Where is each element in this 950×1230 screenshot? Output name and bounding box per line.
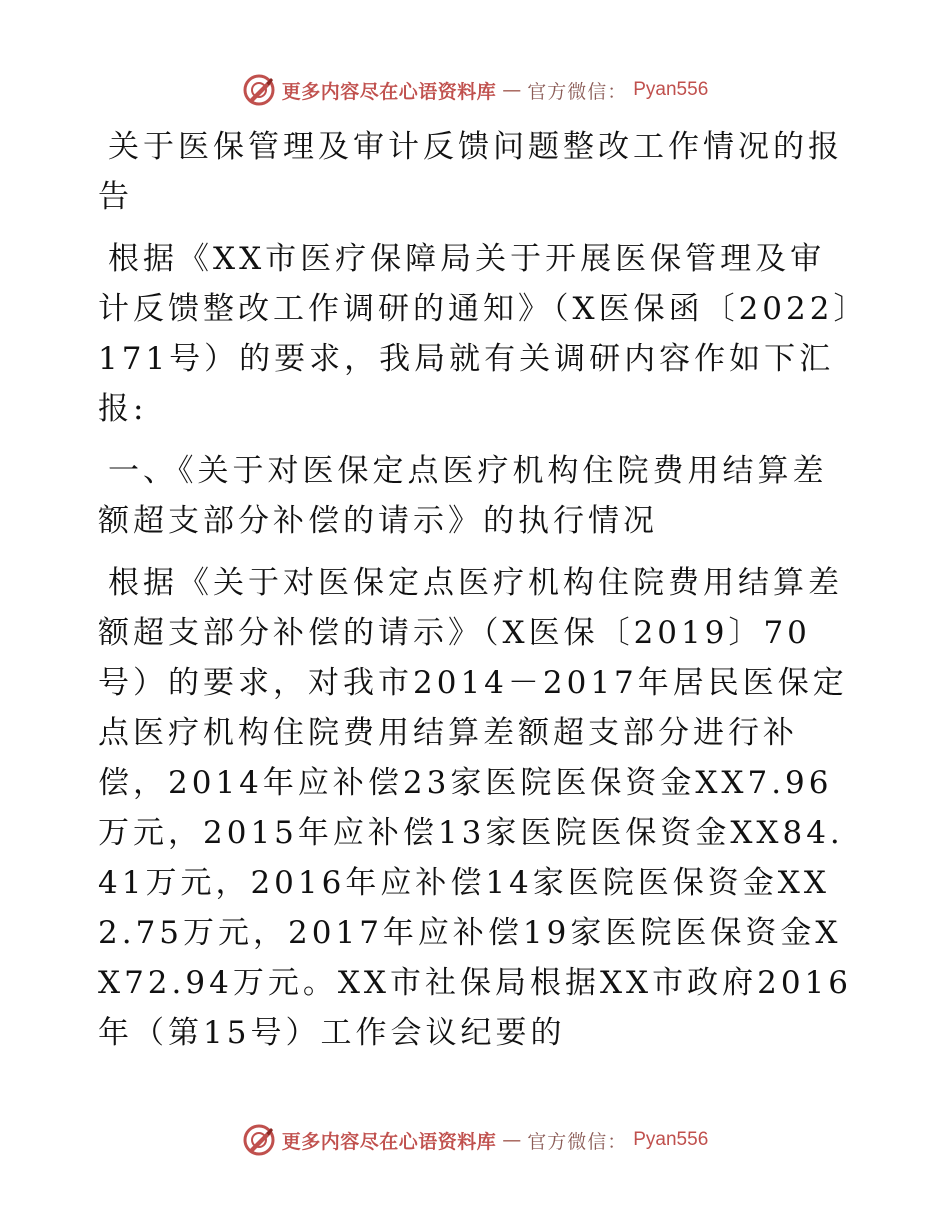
watermark-dash: — (502, 1129, 522, 1151)
watermark-dash: — (502, 79, 522, 101)
document-body (98, 122, 860, 1070)
watermark-main-text: 更多内容尽在心语资料库 (281, 80, 497, 103)
paragraph-intro: 根据《XX市医疗保障局关于开展医保管理及审计反馈整改工作调研的通知》（X医保函〔2022〕171号）的要求，我局就有关调研内容作如下汇报: (98, 241, 853, 427)
document-title: 关于医保管理及审计反馈问题整改工作情况的报告 (98, 129, 843, 215)
paragraph-section-1: 根据《关于对医保定点医疗机构住院费用结算差额超支部分补偿的请示》（X医保〔2019〕70号）的要求，对我市2014－2017年居民医保定点医疗机构住院费用结算差额超支部分进行补偿，2014年应补偿23家医院医保资金XX7.96万元，2015年应补偿13家医院医保资金XX84.41万元，2016年应补偿14家医院医保资金XX2.75万元，2017年应补偿19家医院医保资金XX72.94万元。XX市社保局根据XX市政府2016年（第15号）工作会议纪要的 (98, 565, 852, 1051)
watermark-sub-text: 官方微信： (527, 80, 628, 103)
logo-icon (242, 1123, 276, 1157)
footer-watermark (0, 1120, 950, 1160)
logo-icon (242, 73, 276, 107)
watermark-main-text: 更多内容尽在心语资料库 (281, 1130, 497, 1153)
watermark-sub-text: 官方微信： (527, 1130, 628, 1153)
section-heading-1: 一、《关于对医保定点医疗机构住院费用结算差额超支部分补偿的请示》的执行情况 (98, 453, 828, 539)
watermark-wechat-id: Pyan556 (633, 79, 709, 100)
header-watermark (0, 70, 950, 110)
watermark-wechat-id: Pyan556 (633, 1129, 709, 1150)
